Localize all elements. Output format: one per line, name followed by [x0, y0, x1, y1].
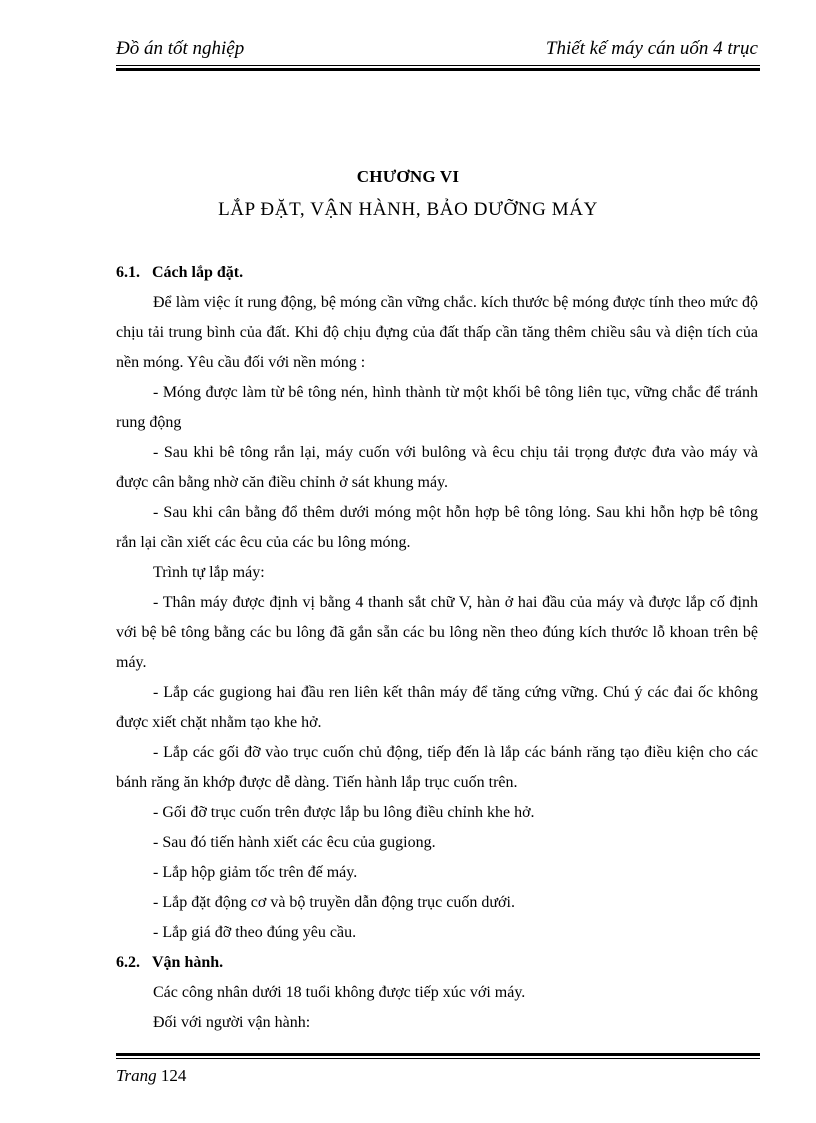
paragraph: Trình tự lắp máy:: [153, 564, 265, 581]
list-item: Đối với người vận hành:: [153, 1014, 311, 1031]
footer-rule-thin: [116, 1058, 760, 1059]
page-label: Trang: [116, 1066, 157, 1085]
section-number: 6.1.: [116, 264, 140, 281]
page-body: [116, 258, 758, 1038]
page-header: [116, 36, 758, 64]
section-title: Vận hành.: [152, 954, 224, 971]
list-item: - Lắp hộp giảm tốc trên đế máy.: [153, 864, 358, 881]
paragraph: - Lắp các gối đỡ vào trục cuốn chủ động, tiếp đến là lắp các bánh răng tạo điều kiện cho các bánh răng ăn khớp được dễ dàng. Tiến hành lắp trục cuốn trên.: [116, 744, 758, 791]
paragraph: - Lắp các gugiong hai đầu ren liên kết thân máy để tăng cứng vững. Chú ý các đai ốc không được xiết chặt nhằm tạo khe hở.: [116, 684, 758, 731]
paragraph: - Móng được làm từ bê tông nén, hình thành từ một khối bê tông liên tục, vững chắc để tránh rung động: [116, 384, 758, 431]
section-number: 6.2.: [116, 954, 140, 971]
paragraph: - Sau khi cân bằng đổ thêm dưới móng một hỗn hợp bê tông lỏng. Sau khi hỗn hợp bê tông rắn lại cần xiết các êcu của các bu lông móng.: [116, 504, 758, 551]
paragraph: - Thân máy được định vị bằng 4 thanh sắt chữ V, hàn ở hai đầu của máy và được lắp cố định với bệ bê tông bằng các bu lông đã gắn sẵn các bu lông nền theo đúng kích thước lỗ khoan trên bệ máy.: [116, 594, 758, 671]
list-item: - Lắp giá đỡ theo đúng yêu cầu.: [153, 924, 357, 941]
section-heading: [116, 948, 758, 978]
header-left-title: Đồ án tốt nghiệp: [116, 38, 245, 59]
list-item: - Lắp đặt động cơ và bộ truyền dẫn động trục cuốn dưới.: [153, 894, 515, 911]
chapter-number: CHƯƠNG VI: [356, 167, 460, 186]
footer-rule-thick: [116, 1053, 760, 1056]
list-item: Các công nhân dưới 18 tuổi không được tiếp xúc với máy.: [153, 984, 526, 1001]
page-number: 124: [160, 1066, 187, 1085]
header-right-title: Thiết kế máy cán uốn 4 trục: [545, 38, 758, 59]
header-rule-thick: [116, 68, 760, 71]
section-heading: [116, 258, 758, 288]
paragraph: Để làm việc ít rung động, bệ móng cần vững chắc. kích thước bệ móng được tính theo mức độ chịu tải trung bình của đất. Khi độ chịu đựng của đất thấp cần tăng thêm chiều sâu và diện tích của nền móng. Yêu cầu đối với nền móng :: [116, 294, 758, 371]
page-footer: [116, 1066, 186, 1086]
list-item: - Sau đó tiến hành xiết các êcu của gugiong.: [153, 834, 436, 851]
paragraph: - Sau khi bê tông rắn lại, máy cuốn với bulông và êcu chịu tải trọng được đưa vào máy và được cân bằng nhờ căn điều chỉnh ở sát khung máy.: [116, 444, 758, 491]
list-item: - Gối đỡ trục cuốn trên được lắp bu lông điều chỉnh khe hở.: [153, 804, 535, 821]
section-title: Cách lắp đặt.: [152, 264, 244, 281]
chapter-title: LẮP ĐẶT, VẬN HÀNH, BẢO DƯỠNG MÁY: [218, 199, 598, 220]
header-rule-thin: [116, 65, 760, 66]
